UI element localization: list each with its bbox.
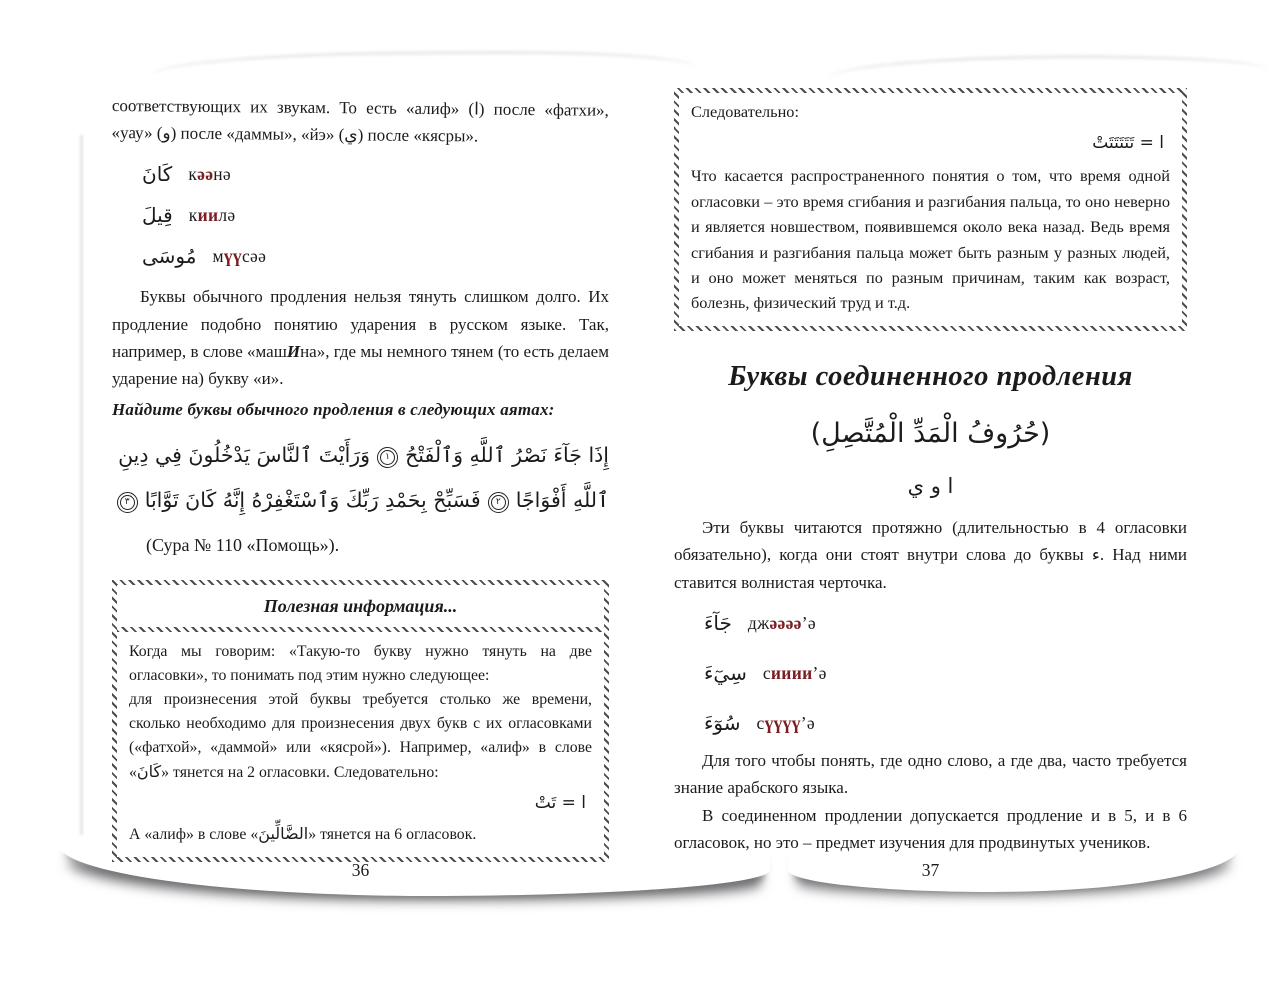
translit-long-vowel: ии	[197, 205, 219, 226]
translit-long-vowel: үүүү	[764, 713, 801, 734]
ayah-number: ١	[385, 452, 390, 463]
body-paragraph	[674, 514, 1187, 597]
section-heading: Буквы соединенного продления	[728, 360, 1133, 392]
body-paragraph: Для того чтобы понять, где одно слово, а где два, часто требуется знание арабского языка.	[674, 751, 1187, 798]
word-examples-right	[674, 609, 1187, 737]
translit-long-vowel: əəəə	[769, 613, 802, 634]
transliteration	[763, 659, 827, 687]
transliteration	[748, 609, 816, 637]
verse-line-2	[112, 478, 609, 523]
equation-line	[129, 785, 592, 823]
translit-onset: к	[188, 205, 198, 226]
verse-line-1	[112, 433, 609, 478]
arabic-word: سِيٓءَ	[704, 661, 747, 686]
translit-coda: ’ə	[812, 663, 827, 684]
transliteration	[212, 242, 266, 270]
hatch-divider	[117, 627, 604, 632]
info-paragraph: Когда мы говорим: «Такую-то букву нужно тянуть на две огласовки», то понимать под этим нужно следующее:	[129, 642, 592, 684]
page-top-edge-left	[150, 50, 695, 76]
page-number-37: 37	[921, 860, 940, 880]
arabic-word: كَانَ	[142, 162, 173, 187]
info-paragraph: Что касается распространенного понятия о том, что время одной огласовки – это время сгибания и разгибания пальца, то оно неверно и является новшеством, появившемся около века назад. Ведь время сгибания и разгибания пальца может быть разным у разных людей, и оно может меняться по разным причинам, таким как возраст, болезнь, физический труд и т.д.	[691, 166, 1170, 313]
arabic-word: جَآءَ	[704, 611, 732, 636]
verse-text: فَسَبِّحْ بِحَمْدِ رَبِّكَ وَٱسْتَغْفِرْهُ إِنَّهُ كَانَ تَوَّابًا	[144, 488, 481, 513]
madd-letters: ا و ي	[907, 474, 954, 499]
ayah-number: ٣	[124, 497, 130, 508]
word-example-row	[142, 160, 609, 188]
arabic-word: قِيلَ	[142, 203, 173, 228]
arabic-word: مُوسَى	[142, 244, 197, 269]
ayah-marker	[377, 447, 398, 468]
translit-coda: нə	[213, 164, 231, 185]
exercise-prompt: Найдите буквы обычного продления в следующих аятах:	[112, 400, 555, 420]
info-box-consequently	[674, 88, 1187, 331]
inline-arabic-word: الضَّالِّينَ	[258, 824, 309, 844]
paragraph-text: на», где мы немного тянем (то есть делаем ударение на) букву «и».	[112, 341, 609, 388]
word-example-row	[142, 242, 609, 270]
info-box-title: Полезная информация...	[263, 596, 458, 617]
paragraph-text: Эти буквы читаются протяжно (длительностью в 4 огласовки обязательно), когда они стоят внутри слова до буквы	[674, 517, 1187, 564]
info-text: для произнесения этой буквы требуется столько же времени, сколько необходимо для произнесения двух букв с их огласовками («фатхой», «даммой» или «кясрой»). Например, «алиф» в слове «	[129, 690, 592, 781]
info-paragraph	[129, 688, 592, 785]
info-lead: Следовательно:	[691, 102, 799, 121]
translit-coda: лə	[218, 205, 236, 226]
info-text: » тянется на 2 огласовки. Следовательно:	[161, 763, 439, 781]
inline-arabic-letter: ء	[1091, 544, 1100, 565]
quran-verse	[112, 433, 609, 523]
ayah-marker	[117, 492, 138, 513]
word-example-row	[704, 659, 1187, 687]
left-page	[112, 92, 609, 862]
translit-onset: к	[188, 164, 198, 185]
page-curl-shadow-left	[58, 838, 770, 896]
translit-long-vowel: ииии	[770, 663, 813, 684]
translit-long-vowel: үү	[223, 246, 242, 267]
equation-line	[691, 124, 1170, 163]
equation-text: ا = تَتَتَتَتَتْ	[1092, 133, 1164, 154]
verse-text: إِذَا جَآءَ نَصْرُ ٱللَّهِ وَٱلْفَتْحُ	[405, 443, 609, 468]
ayah-number: ٢	[495, 497, 501, 508]
arabic-word: سُوٓءَ	[704, 711, 741, 736]
info-text: » тянется на 6 огласовок.	[308, 826, 477, 844]
verse-text: ٱللَّهِ أَفْوَاجًا	[515, 488, 609, 513]
sura-reference: (Сура № 110 «Помощь»).	[146, 535, 340, 556]
page-side-edge	[80, 135, 83, 835]
paragraph-text: . Над ними ставится волнистая черточка.	[674, 544, 1187, 593]
equation-text: ا = تَتْ	[534, 792, 586, 813]
transliteration	[757, 709, 815, 737]
body-paragraph	[112, 283, 609, 392]
info-text: А «алиф» в слове «	[129, 826, 259, 844]
transliteration	[189, 201, 236, 229]
info-box-useful	[112, 580, 609, 862]
page-curl-shadow-right	[788, 840, 1240, 892]
ayah-marker	[488, 492, 509, 513]
translit-long-vowel: əə	[197, 164, 214, 185]
body-paragraph: В соединенном продлении допускается продление и в 5, и в 6 огласовок, но это – предмет изучения для продвинутых учеников.	[674, 805, 1187, 852]
arabic-subheading: (حُرُوفُ الْمَدِّ الْمُتَّصِلِ)	[810, 417, 1051, 449]
inline-arabic-word: كَانَ	[136, 761, 162, 781]
translit-coda: ’ə	[801, 613, 816, 634]
paragraph-text: Буквы обычного продления нельзя тянуть слишком долго. Их продление подобно понятию ударения в русском языке. Так, например, в слове «маш	[112, 287, 609, 361]
translit-onset: дж	[747, 613, 770, 634]
translit-onset: с	[756, 713, 765, 734]
page-top-edge-right	[828, 54, 1268, 81]
transliteration	[188, 160, 231, 188]
word-examples-left	[112, 160, 609, 270]
translit-coda: сəə	[241, 246, 267, 267]
translit-onset: с	[762, 663, 771, 684]
translit-coda: ’ə	[800, 713, 815, 734]
verse-text: وَرَأَيْتَ ٱلنَّاسَ يَدْخُلُونَ فِي دِينِ	[118, 443, 371, 468]
word-example-row	[704, 609, 1187, 637]
right-page	[674, 88, 1187, 856]
word-example-row	[704, 709, 1187, 737]
intro-paragraph: соответствующих их звукам. То есть «алиф» (ا) после «фатхи», «уау» (و) после «даммы», «йэ» (ي) после «кясры».	[111, 95, 609, 146]
translit-onset: м	[212, 246, 224, 267]
stressed-letter: И	[286, 341, 301, 361]
page-number-36: 36	[351, 860, 370, 880]
word-example-row	[142, 201, 609, 229]
